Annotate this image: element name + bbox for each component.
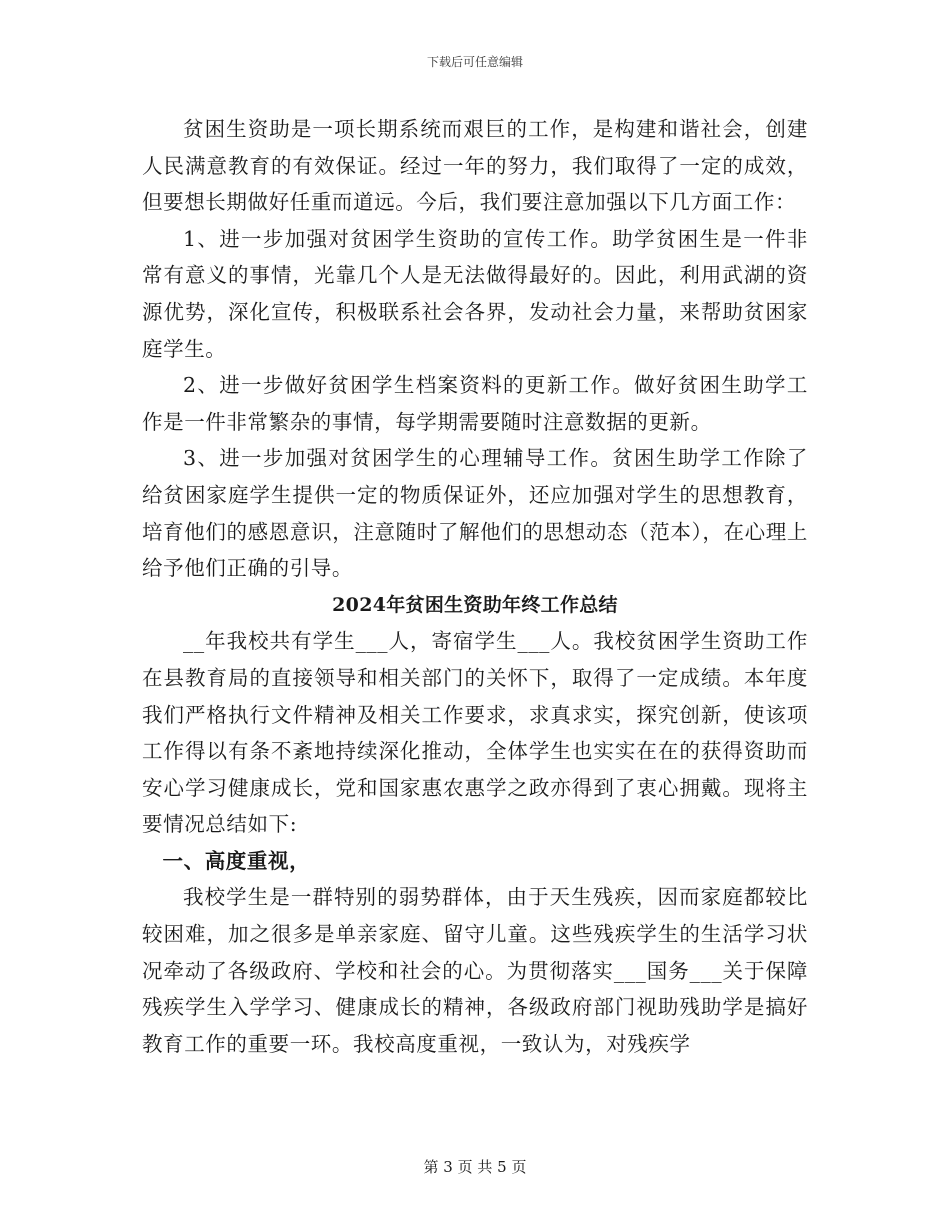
paragraph: 3、进一步加强对贫困学生的心理辅导工作。贫困生助学工作除了给贫困家庭学生提供一定的物质保证外，还应加强对学生的思想教育，培育他们的感恩意识，注意随时了解他们的思想动态（范本），在心理上给予他们正确的引导。 — [142, 446, 808, 581]
document-body — [142, 111, 808, 1062]
paragraph: 1、进一步加强对贫困学生资助的宣传工作。助学贫困生是一件非常有意义的事情，光靠几个人是无法做得最好的。因此，利用武湖的资源优势，深化宣传，积极联系社会各界，发动社会力量，来帮助贫困家庭学生。 — [142, 226, 808, 361]
paragraph: 我校学生是一群特别的弱势群体，由于天生残疾，因而家庭都较比较困难，加之很多是单亲家庭、留守儿童。这些残疾学生的生活学习状况牵动了各级政府、学校和社会的心。为贯彻落实___国务___关于保障残疾学生入学学习、健康成长的精神，各级政府部门视助残助学是搞好教育工作的重要一环。我校高度重视，一致认为，对残疾学 — [142, 885, 808, 1056]
section-heading: 一、高度重视， — [162, 848, 311, 873]
paragraph: 贫困生资助是一项长期系统而艰巨的工作，是构建和谐社会，创建人民满意教育的有效保证。经过一年的努力，我们取得了一定的成效，但要想长期做好任重而道远。今后，我们要注意加强以下几方面工作： — [142, 117, 808, 215]
paragraph: 2、进一步做好贫困学生档案资料的更新工作。做好贫困生助学工作是一件非常繁杂的事情，每学期需要随时注意数据的更新。 — [142, 373, 808, 434]
page-header: 下载后可任意编辑 — [426, 55, 523, 69]
section-title: 2024年贫困生资助年终工作总结 — [332, 593, 618, 616]
page-footer: 第 3 页 共 5 页 — [423, 1158, 527, 1176]
paragraph: __年我校共有学生___人，寄宿学生___人。我校贫困学生资助工作在县教育局的直接领导和相关部门的关怀下，取得了一定成绩。本年度我们严格执行文件精神及相关工作要求，求真求实，探究创新，使该项工作得以有条不紊地持续深化推动，全体学生也实实在在的获得资助而安心学习健康成长，党和国家惠农惠学之政亦得到了衷心拥戴。现将主要情况总结如下: — [142, 629, 808, 837]
